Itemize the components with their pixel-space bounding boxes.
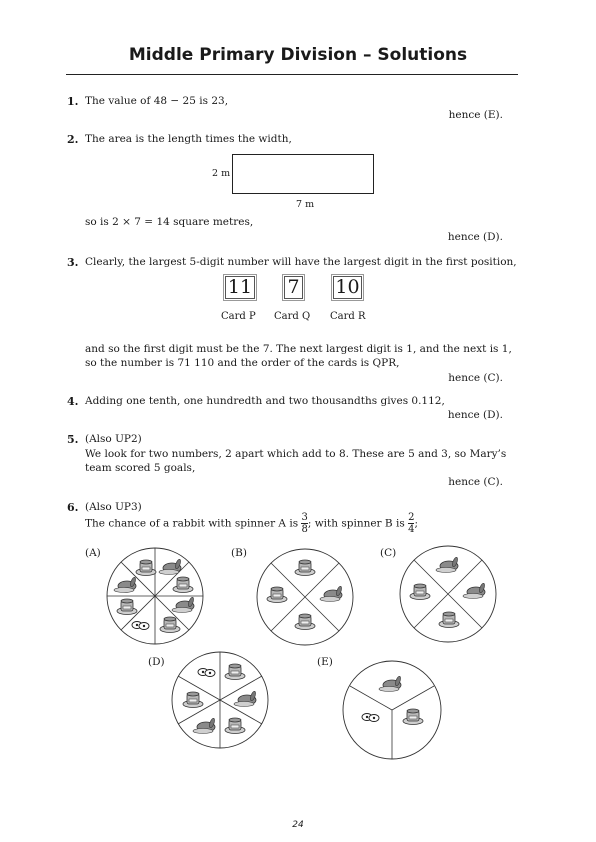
- hat-icon: [160, 617, 180, 633]
- question-6-text-a: The chance of a rabbit with spinner A is: [85, 517, 299, 530]
- question-3-answer: hence (C).: [448, 372, 503, 384]
- shoes-icon: [362, 714, 379, 722]
- hat-icon: [225, 718, 245, 734]
- question-6-number: 6.: [67, 501, 79, 514]
- question-3-number: 3.: [67, 256, 79, 269]
- question-1-text: The value of 48 − 25 is 23,: [85, 95, 229, 107]
- shoes-icon: [132, 622, 149, 630]
- hat-icon: [439, 612, 459, 628]
- rabbit-icon: [320, 586, 343, 602]
- hat-icon: [117, 599, 137, 615]
- card-q: 7: [284, 276, 303, 299]
- card-p: 11: [225, 276, 255, 299]
- hat-icon: [136, 560, 156, 576]
- spinner-a: [107, 548, 203, 644]
- rabbit-icon: [114, 577, 137, 593]
- question-6-text-c: ;: [414, 517, 418, 530]
- option-d-label: (D): [148, 656, 165, 668]
- hat-icon: [295, 614, 315, 630]
- hat-icon: [410, 584, 430, 600]
- question-6-text-b: ; with spinner B is: [307, 517, 405, 530]
- rabbit-icon: [234, 691, 257, 707]
- fraction-a-denominator: 8: [301, 524, 308, 535]
- question-5-answer: hence (C).: [448, 476, 503, 488]
- hat-icon: [403, 709, 423, 725]
- question-1-number: 1.: [67, 95, 79, 108]
- shoes-icon: [198, 669, 215, 677]
- option-e-label: (E): [317, 656, 333, 668]
- fraction-b-numerator: 2: [408, 512, 415, 523]
- page-title: Middle Primary Division – Solutions: [128, 45, 468, 65]
- rabbit-icon: [379, 676, 402, 692]
- fraction-a-numerator: 3: [301, 512, 308, 523]
- rabbit-icon: [172, 597, 195, 613]
- question-6-note: (Also UP3): [85, 501, 142, 513]
- question-3-text: Clearly, the largest 5-digit number will have the largest digit in the first position,: [85, 256, 517, 268]
- card-q-label: Card Q: [274, 311, 311, 322]
- question-2-answer: hence (D).: [447, 231, 503, 243]
- hat-icon: [267, 587, 287, 603]
- question-3-text-2: and so the first digit must be the 7. The next largest digit is 1, and the next is 1,: [85, 343, 512, 355]
- option-a-label: (A): [85, 547, 101, 559]
- card-r: 10: [333, 276, 362, 299]
- fraction-b-denominator: 4: [408, 524, 415, 535]
- rabbit-icon: [193, 718, 216, 734]
- spinner-e: [343, 661, 441, 759]
- page-number: 24: [292, 820, 304, 830]
- question-2-text: The area is the length times the width,: [85, 133, 292, 145]
- hat-icon: [225, 664, 245, 680]
- rabbit-icon: [159, 559, 182, 575]
- question-4-answer: hence (D).: [447, 409, 503, 421]
- question-2-number: 2.: [67, 133, 79, 146]
- question-4-text: Adding one tenth, one hundredth and two thousandths gives 0.112,: [85, 395, 445, 407]
- rabbit-icon: [436, 557, 459, 573]
- question-1-answer: hence (E).: [448, 109, 503, 121]
- option-c-label: (C): [380, 547, 397, 559]
- rabbit-icon: [463, 583, 486, 599]
- hat-icon: [295, 560, 315, 576]
- spinner-d: [172, 652, 268, 748]
- spinner-c: [400, 546, 496, 642]
- question-5-text-2: team scored 5 goals,: [85, 462, 196, 474]
- question-2-text-2: so is 2 × 7 = 14 square metres,: [85, 216, 254, 228]
- question-5-text: We look for two numbers, 2 apart which add to 8. These are 5 and 3, so Mary’s: [85, 448, 507, 460]
- rectangle-bottom-label: 7 m: [296, 199, 315, 210]
- spinner-b: [257, 549, 353, 645]
- option-b-label: (B): [231, 547, 247, 559]
- hat-icon: [183, 692, 203, 708]
- hat-icon: [173, 577, 193, 593]
- question-5-note: (Also UP2): [85, 433, 142, 445]
- rectangle-side-label: 2 m: [212, 168, 231, 179]
- card-p-label: Card P: [221, 311, 256, 322]
- question-5-number: 5.: [67, 433, 79, 446]
- question-4-number: 4.: [67, 395, 79, 408]
- question-3-text-3: so the number is 71 110 and the order of the cards is QPR,: [85, 357, 400, 369]
- card-r-label: Card R: [330, 311, 366, 322]
